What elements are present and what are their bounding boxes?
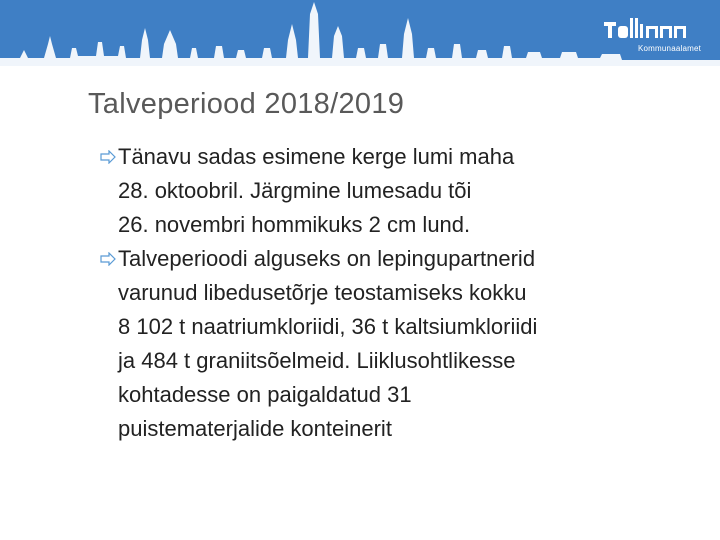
bullet-text-line: 8 102 t naatriumkloriidi, 36 t kaltsiumkloriidi (118, 314, 538, 339)
tallinn-logo (604, 14, 704, 54)
bullet-text-line: puistematerjalide konteinerit (118, 416, 392, 441)
bullet-arrow-icon (100, 150, 116, 164)
logo-caption: Kommunaalamet (638, 44, 702, 53)
bullet-item (100, 242, 660, 446)
bullet-text-line: ja 484 t graniitsõelmeid. Liiklusohtlikesse (118, 348, 516, 373)
header-band (0, 0, 720, 66)
bullet-text-line: Tänavu sadas esimene kerge lumi maha (118, 144, 515, 169)
bullet-arrow-icon (100, 252, 116, 266)
bullet-text-line: 28. oktoobril. Järgmine lumesadu tõi (118, 178, 472, 203)
bullet-text-line: Talveperioodi alguseks on lepingupartnerid (118, 246, 536, 271)
tallinn-wordmark-logo (604, 14, 704, 42)
slide-title: Talveperiood 2018/2019 (88, 88, 405, 120)
bullet-text-line: 26. novembri hommikuks 2 cm lund. (118, 212, 471, 237)
bullet-item (100, 140, 660, 242)
bullet-text-line: varunud libedusetõrje teostamiseks kokku (118, 280, 527, 305)
bullet-text-line: kohtadesse on paigaldatud 31 (118, 382, 412, 407)
bullet-list (100, 140, 660, 446)
